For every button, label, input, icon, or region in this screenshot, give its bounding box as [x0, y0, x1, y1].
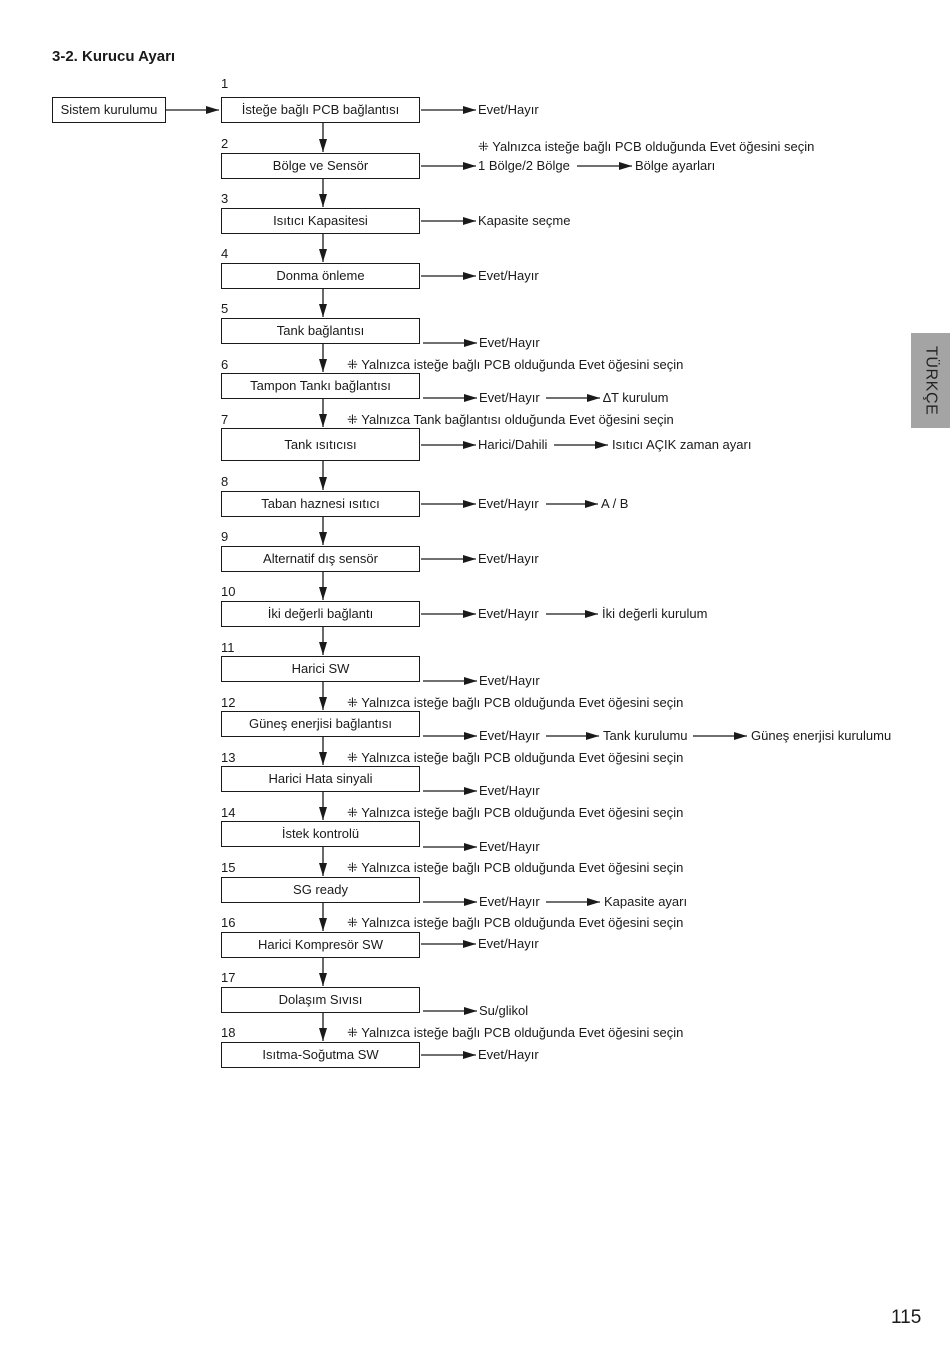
step-number: 10	[221, 584, 236, 599]
step-number: 6	[221, 357, 229, 372]
step-box	[221, 656, 420, 682]
step-note: ⁜ Yalnızca isteğe bağlı PCB olduğunda Evet öğesini seçin	[478, 139, 815, 154]
step-number: 9	[221, 529, 229, 544]
step-label: Alternatif dış sensör	[263, 551, 378, 566]
step-label: Harici SW	[291, 661, 350, 676]
step-box	[221, 766, 420, 792]
step-label: SG ready	[293, 882, 348, 897]
step-option: Evet/Hayır	[479, 783, 540, 798]
step-note: ⁜ Yalnızca isteğe bağlı PCB olduğunda Evet öğesini seçin	[347, 1025, 684, 1040]
step-number: 4	[221, 246, 229, 261]
step-option: Evet/Hayır	[478, 551, 539, 566]
step-option: Evet/Hayır	[479, 673, 540, 688]
step-option: ∆T kurulum	[603, 390, 669, 405]
step-label: Bölge ve Sensör	[272, 158, 369, 173]
step-box	[221, 428, 420, 461]
step-box	[221, 318, 420, 344]
step-label: İki değerli bağlantı	[267, 606, 374, 621]
start-box	[52, 97, 166, 123]
page-number: 115	[891, 1307, 922, 1328]
step-label: İstek kontrolü	[281, 826, 360, 841]
step-box	[221, 821, 420, 847]
step-number: 3	[221, 191, 229, 206]
step-box	[221, 601, 420, 627]
step-box	[221, 987, 420, 1013]
step-number: 11	[221, 640, 235, 655]
step-label: Tampon Tankı bağlantısı	[250, 378, 391, 393]
step-label: Tank bağlantısı	[276, 323, 365, 338]
start-box-label: Sistem kurulumu	[60, 102, 158, 117]
step-option: Güneş enerjisi kurulumu	[751, 728, 892, 743]
step-label: Isıtma-Soğutma SW	[262, 1047, 379, 1062]
step-option: Evet/Hayır	[478, 268, 539, 283]
step-box	[221, 263, 420, 289]
step-box	[221, 546, 420, 572]
step-number: 18	[221, 1025, 236, 1040]
step-option: Evet/Hayır	[478, 936, 539, 951]
step-option: Bölge ayarları	[635, 158, 716, 173]
step-label: Güneş enerjisi bağlantısı	[248, 716, 393, 731]
language-tab	[911, 333, 950, 428]
step-number: 5	[221, 301, 229, 316]
step-label: Donma önleme	[276, 268, 365, 283]
step-option: Harici/Dahili	[478, 437, 548, 452]
step-box	[221, 153, 420, 179]
step-number: 13	[221, 750, 236, 765]
step-box	[221, 877, 420, 903]
step-number: 8	[221, 474, 229, 489]
step-option: Evet/Hayır	[478, 1047, 539, 1062]
step-box	[221, 491, 420, 517]
step-note: ⁜ Yalnızca isteğe bağlı PCB olduğunda Evet öğesini seçin	[347, 915, 684, 930]
step-label: Isıtıcı Kapasitesi	[273, 213, 368, 228]
step-box	[221, 1042, 420, 1068]
step-number: 2	[221, 136, 229, 151]
step-option: İki değerli kurulum	[602, 606, 708, 621]
step-option: Evet/Hayır	[478, 496, 539, 511]
step-label: İsteğe bağlı PCB bağlantısı	[241, 102, 400, 117]
step-option: Evet/Hayır	[479, 335, 540, 350]
step-number: 17	[221, 970, 236, 985]
step-note: ⁜ Yalnızca isteğe bağlı PCB olduğunda Evet öğesini seçin	[347, 750, 684, 765]
step-label: Dolaşım Sıvısı	[278, 992, 363, 1007]
step-option: Evet/Hayır	[479, 839, 540, 854]
step-note: ⁜ Yalnızca isteğe bağlı PCB olduğunda Evet öğesini seçin	[347, 860, 684, 875]
step-option: Kapasite ayarı	[604, 894, 688, 909]
step-label: Harici Hata sinyali	[268, 771, 373, 786]
step-option: Kapasite seçme	[478, 213, 571, 228]
step-label: Tank ısıtıcısı	[284, 436, 357, 452]
step-label: Harici Kompresör SW	[258, 937, 383, 952]
step-option: Evet/Hayır	[478, 606, 539, 621]
step-option: Isıtıcı AÇIK zaman ayarı	[612, 437, 752, 452]
step-note: ⁜ Yalnızca isteğe bağlı PCB olduğunda Evet öğesini seçin	[347, 357, 684, 372]
step-note: ⁜ Yalnızca Tank bağlantısı olduğunda Evet öğesini seçin	[347, 412, 674, 427]
step-option: Evet/Hayır	[479, 728, 540, 743]
step-option: Evet/Hayır	[478, 102, 539, 117]
step-number: 14	[221, 805, 236, 820]
section-title: 3-2. Kurucu Ayarı	[52, 48, 176, 65]
step-box	[221, 373, 420, 399]
step-label: Taban haznesi ısıtıcı	[261, 496, 380, 511]
step-option: Evet/Hayır	[479, 894, 540, 909]
step-number: 16	[221, 915, 236, 930]
step-option: Su/glikol	[479, 1003, 529, 1018]
step-option: Evet/Hayır	[479, 390, 540, 405]
step-box	[221, 932, 420, 958]
step-number: 15	[221, 860, 236, 875]
step-number: 12	[221, 695, 236, 710]
step-box	[221, 97, 420, 123]
language-tab-label: TÜRKÇE	[922, 345, 940, 416]
step-box	[221, 208, 420, 234]
step-box	[221, 711, 420, 737]
step-option: 1 Bölge/2 Bölge	[478, 158, 570, 173]
step-option: A / B	[601, 496, 629, 511]
step-number: 1	[221, 76, 229, 91]
step-note: ⁜ Yalnızca isteğe bağlı PCB olduğunda Evet öğesini seçin	[347, 695, 684, 710]
step-option: Tank kurulumu	[603, 728, 688, 743]
step-note: ⁜ Yalnızca isteğe bağlı PCB olduğunda Evet öğesini seçin	[347, 805, 684, 820]
step-number: 7	[221, 412, 229, 427]
